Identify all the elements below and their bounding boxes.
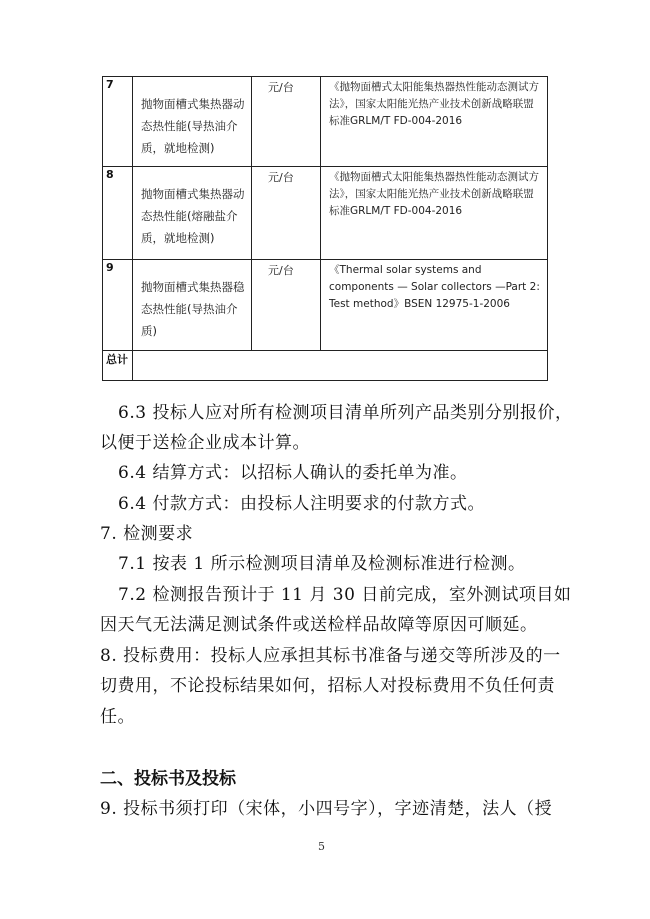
paragraph-7-2-line1: 7.2 检测报告预计于 11 月 30 日前完成，室外测试项目如	[118, 585, 572, 605]
item-unit: 元/台	[252, 77, 321, 167]
item-standard: 《抛物面槽式太阳能集热器热性能动态测试方法》，国家太阳能光热产业技术创新战略联盟标准GRLM/T FD-004-2016	[321, 77, 548, 167]
row-number: 7	[103, 77, 133, 167]
page-number: 5	[318, 840, 325, 853]
paragraph-7-2-line2: 因天气无法满足测试条件或送检样品故障等原因可顺延。	[100, 615, 538, 635]
paragraph-6-4-settlement: 6.4 结算方式：以招标人确认的委托单为准。	[118, 463, 468, 483]
table-row	[103, 260, 548, 351]
paragraph-6-3-line2: 以便于送检企业成本计算。	[100, 433, 310, 453]
table-row	[103, 167, 548, 260]
total-value-cell	[133, 351, 548, 381]
item-name: 抛物面槽式集热器动态热性能(熔融盐介质，就地检测)	[133, 167, 252, 260]
total-label: 总计	[103, 351, 133, 381]
paragraph-9: 9. 投标书须打印（宋体，小四号字），字迹清楚，法人（授	[100, 799, 553, 819]
table-row	[103, 77, 548, 167]
item-name: 抛物面槽式集热器稳态热性能(导热油介质)	[133, 260, 252, 351]
section-7-heading: 7. 检测要求	[100, 524, 194, 544]
item-standard: 《Thermal solar systems and components — Solar collectors —Part 2: Test method》BSEN 12975-1-2006	[321, 260, 548, 351]
paragraph-6-3-line1: 6.3 投标人应对所有检测项目清单所列产品类别分别报价，	[118, 403, 573, 423]
item-name: 抛物面槽式集热器动态热性能(导热油介质，就地检测)	[133, 77, 252, 167]
row-number: 8	[103, 167, 133, 260]
paragraph-7-1: 7.1 按表 1 所示检测项目清单及检测标准进行检测。	[118, 554, 526, 574]
item-unit: 元/台	[252, 260, 321, 351]
paragraph-6-4-payment: 6.4 付款方式：由投标人注明要求的付款方式。	[118, 494, 485, 514]
paragraph-8-line1: 8. 投标费用：投标人应承担其标书准备与递交等所涉及的一	[100, 646, 561, 666]
section-heading: 二、投标书及投标	[100, 769, 236, 789]
item-unit: 元/台	[252, 167, 321, 260]
test-items-table	[102, 76, 548, 381]
row-number: 9	[103, 260, 133, 351]
item-standard: 《抛物面槽式太阳能集热器热性能动态测试方法》，国家太阳能光热产业技术创新战略联盟标准GRLM/T FD-004-2016	[321, 167, 548, 260]
paragraph-8-line2: 切费用，不论投标结果如何，招标人对投标费用不负任何责	[100, 676, 555, 696]
total-row	[103, 351, 548, 381]
paragraph-8-line3: 任。	[100, 707, 135, 727]
